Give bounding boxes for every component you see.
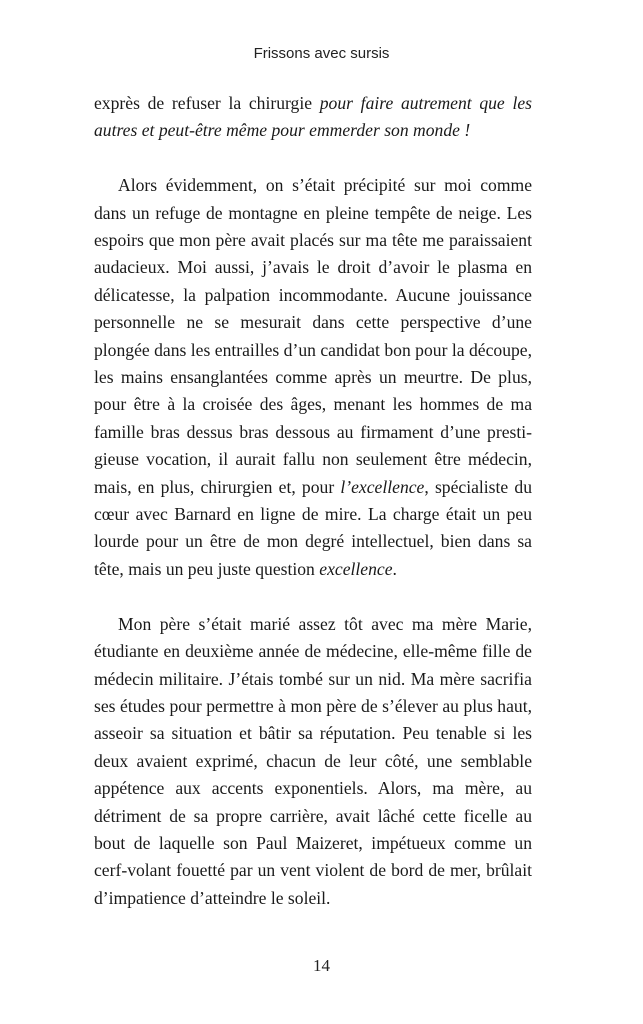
paragraph-text: , spécialiste du cœur avec Barnard en ligne de mire. La charge était un peu lourde pour un être de mon degré intellectuel, bien dans sa tête, mais un peu juste question — [94, 476, 532, 579]
page-number: 14 — [313, 956, 330, 975]
paragraph-text: Alors évidemment, on s’était précipité sur moi comme dans un refuge de montagne en pleine tempête de neige. Les espoirs que mon père avait placés sur ma tête me paraissaient audacieux. Moi aussi, j’avais le droit d’avoir le plasma en délicatesse, la palpation incommodante. Aucune jouissance personnelle ne se mesurait dans cette perspective d’une plongée dans les entrailles d’un candidat bon pour la découpe, les mains ensanglantées comme après un meurtre. De plus, pour être à la croisée des âges, menant les hommes de ma famille bras dessus bras dessous au firmament d’une prestigieuse vocation, il aurait fallu non seulement être médecin, mais, en plus, chirurgien et, pour — [94, 175, 532, 497]
italic-phrase: pour faire autrement que les autres et peut-être même pour emmerder son monde ! — [94, 93, 532, 141]
running-header: Frissons avec sursis — [253, 45, 390, 62]
paragraph — [94, 172, 532, 583]
body-text — [94, 90, 532, 912]
paragraph-continued — [94, 90, 532, 145]
italic-word-excellence: l’excellence — [340, 476, 425, 497]
italic-word-excellence: excellence — [319, 558, 393, 579]
paragraph-text: Mon père s’était marié assez tôt avec ma mère Marie, étudiante en deuxième année de médecine, elle-même fille de médecin militaire. J’étais tombé sur un nid. Ma mère sacrifia ses études pour permettre à mon père de s’élever au plus haut, asseoir sa situation et bâtir sa réputation. Peu tenable si les deux avaient exprimé, chacun de leur côté, une semblable appétence aux accents exponentiels. Alors, ma mère, au détriment de sa propre carrière, avait lâché cette ficelle au bout de laquelle son Paul Maizeret, impétueux comme un cerf-volant fouetté par un vent violent de bord de mer, brûlait d’impatience d’atteindre le soleil. — [94, 613, 532, 908]
paragraph — [94, 611, 532, 912]
paragraph-text: . — [392, 558, 397, 579]
paragraph-text: exprès de refuser la chirurgie — [94, 93, 320, 113]
